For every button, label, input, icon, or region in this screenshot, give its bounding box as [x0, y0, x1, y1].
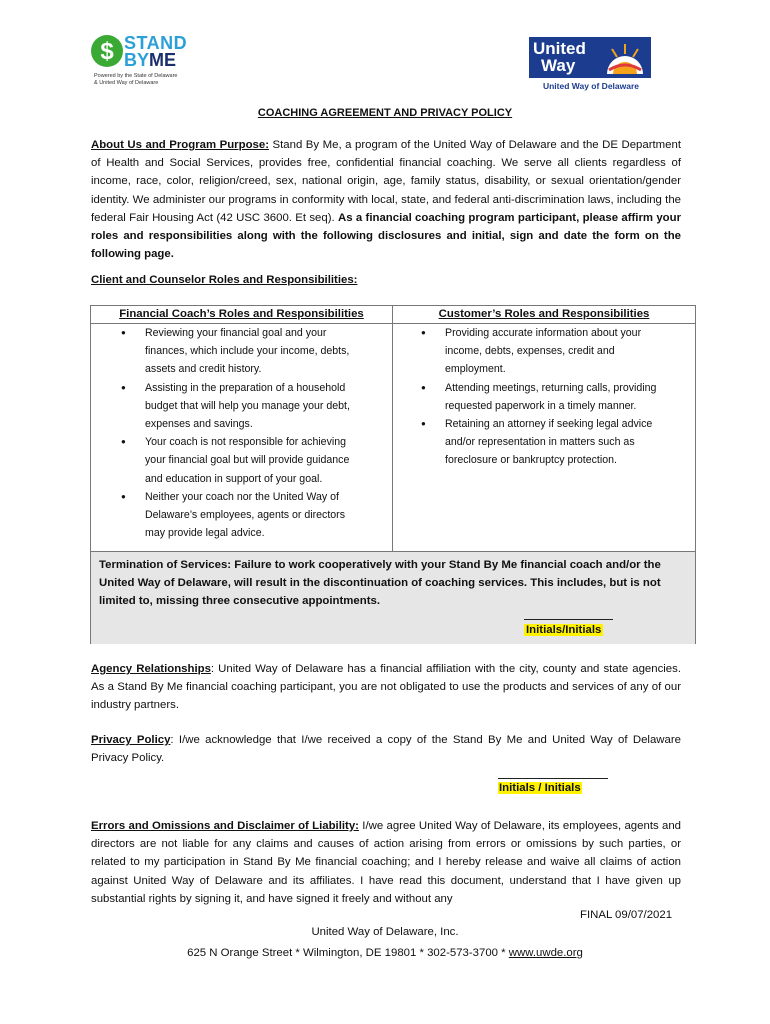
errors-heading: Errors and Omissions and Disclaimer of Liability:	[91, 820, 359, 832]
logo-by-me: BYME	[124, 50, 177, 70]
footer-address: 625 N Orange Street * Wilmington, DE 19801 * 302-573-3700 * www.uwde.org	[187, 947, 583, 959]
customer-column-header: Customer’s Roles and Responsibilities	[438, 308, 650, 320]
svg-text:$: $	[100, 38, 114, 65]
dollar-icon	[90, 34, 124, 68]
list-item: ● Neither your coach nor the United Way of Delaware’s employees, agents or directors may provide legal advice.	[121, 488, 361, 543]
termination-initials-label: Initials/Initials	[526, 624, 602, 636]
termination-box	[91, 551, 695, 644]
privacy-initials-line[interactable]	[498, 778, 608, 779]
errors-paragraph: Errors and Omissions and Disclaimer of Liability: I/we agree United Way of Delaware, its employees, agents and directors are not liable for any claims and causes of action arising from errors or omissions by such parties, or related to my participation in Stand By Me financial coaching; and I hereby release and waive all claims of action against United Way of Delaware and its affiliates. I have read this document, understand that I have given up substantial rights by signing it, and have signed it freely and without any	[91, 820, 681, 905]
about-heading: About Us and Program Purpose:	[91, 139, 269, 151]
logo-stand: STAND	[124, 33, 188, 53]
agency-heading: Agency Relationships	[91, 663, 211, 675]
roles-table	[90, 305, 696, 644]
footer-org: United Way of Delaware, Inc.	[311, 926, 459, 938]
roles-heading: Client and Counselor Roles and Responsibilities:	[91, 274, 358, 286]
list-item: ● Your coach is not responsible for achieving your financial goal but will provide guidance and education in support of your goal.	[121, 433, 361, 488]
list-item: ● Retaining an attorney if seeking legal advice and/or representation in matters such as foreclosure or bankruptcy protection.	[421, 415, 661, 470]
about-paragraph: About Us and Program Purpose: Stand By Me, a program of the United Way of Delaware and the DE Department of Health and Social Services, provides free, confidential financial coaching. We serve all clients regardless of income, race, color, religion/creed, sex, national origin, age, family status, disability, or sexual orientation/gender identity. We administer our programs in conformity with local, state, and federal anti-discrimination laws, including the federal Fair Housing Act (42 USC 3600. Et seq). As a financial coaching program participant, please affirm your roles and responsibilities along with the following disclosures and initial, sign and date the form on the following page.	[91, 139, 681, 261]
united-way-logo	[529, 37, 653, 93]
initials-line[interactable]	[524, 619, 613, 620]
united-way-of-delaware-label: United Way of Delaware	[542, 81, 640, 91]
privacy-paragraph: Privacy Policy: I/we acknowledge that I/we received a copy of the Stand By Me and United Way of Delaware Privacy Policy.	[91, 734, 681, 765]
coach-roles-list	[121, 324, 361, 542]
helping-hand-sun-icon	[603, 40, 647, 76]
footer-url-link[interactable]: www.uwde.org	[508, 947, 583, 959]
privacy-initials-label: Initials / Initials	[499, 782, 581, 794]
document-title: COACHING AGREEMENT AND PRIVACY POLICY	[257, 107, 513, 119]
customer-roles-list	[421, 324, 661, 470]
agency-paragraph: Agency Relationships: United Way of Delaware has a financial affiliation with the city, county and state agencies. As a Stand By Me financial coaching participant, you are not obligated to use the products and services of any of our industry partners.	[91, 663, 681, 712]
list-item: ● Providing accurate information about your income, debts, expenses, credit and employment.	[421, 324, 661, 379]
list-item: ● Reviewing your financial goal and your finances, which include your income, debts, assets and credit history.	[121, 324, 361, 379]
coach-column-header: Financial Coach’s Roles and Responsibilities	[119, 308, 364, 320]
termination-text: Termination of Services: Failure to work cooperatively with your Stand By Me financial coach and/or the United Way of Delaware, will result in the discontinuation of coaching services. This includes, but is not limited to, missing three consecutive appointments.	[99, 559, 661, 608]
united-way-box: United Way	[529, 37, 651, 78]
list-item: ● Attending meetings, returning calls, providing requested paperwork in a timely manner.	[421, 379, 661, 415]
logo-powered-by: Powered by the State of Delaware & United Way of Delaware	[94, 73, 178, 86]
final-date: FINAL 09/07/2021	[580, 909, 673, 921]
privacy-heading: Privacy Policy	[91, 734, 171, 746]
list-item: ● Assisting in the preparation of a household budget that will help you manage your debt, expenses and savings.	[121, 379, 361, 434]
stand-by-me-logo	[90, 34, 205, 92]
